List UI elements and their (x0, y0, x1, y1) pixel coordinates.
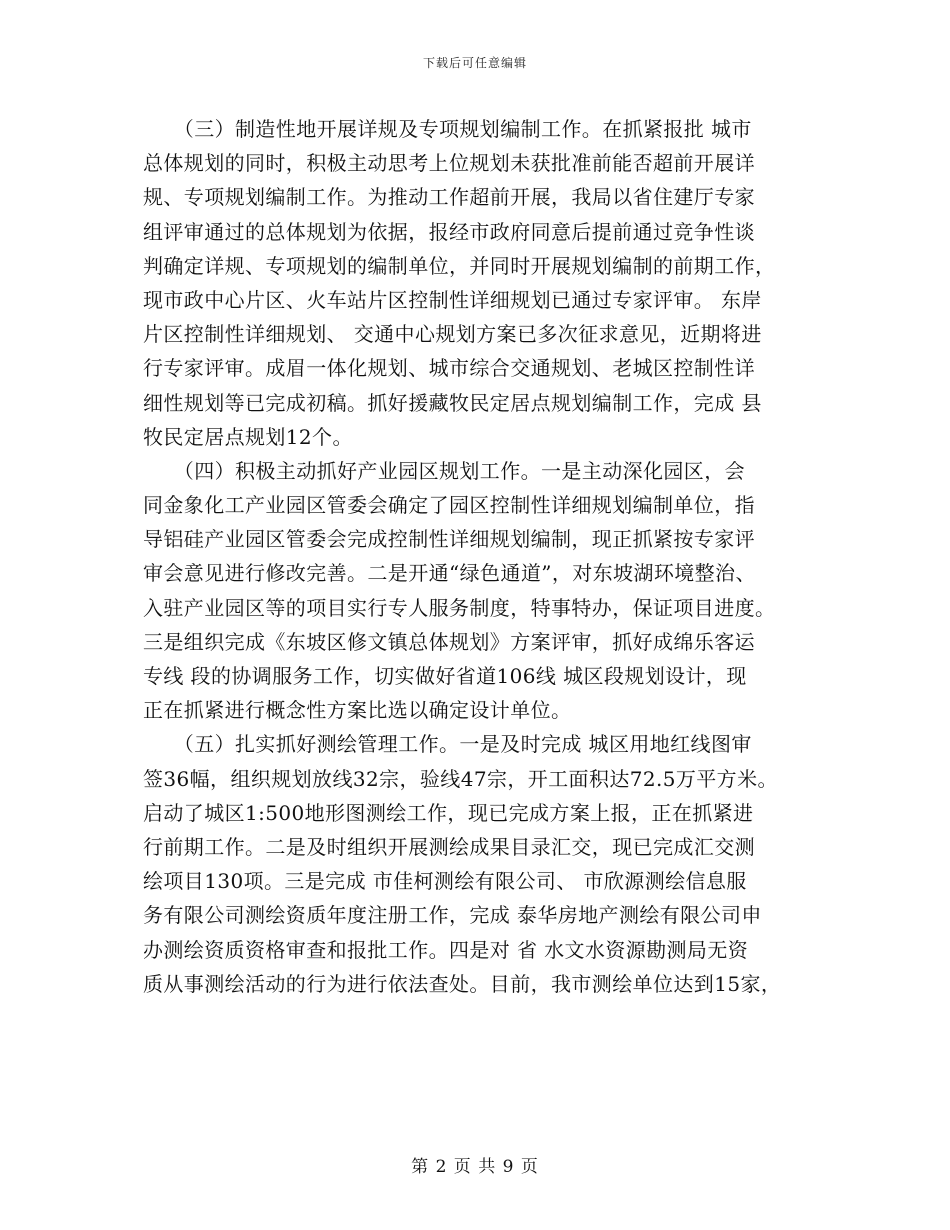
document-body (143, 112, 811, 1001)
body-line: 启动了城区1:500地形图测绘工作，现已完成方案上报，正在抓紧进 (143, 800, 754, 825)
body-line: 同金象化工产业园区管委会确定了园区控制性详细规划编制单位，指 (143, 493, 755, 518)
body-line: 判确定详规、专项规划的编制单位，并同时开展规划编制的前期工作， (143, 253, 776, 278)
body-line: 总体规划的同时，积极主动思考上位规划未获批准前能否超前开展详 (143, 151, 755, 176)
body-line: 导铝硅产业园区管委会完成控制性详细规划编制，现正抓紧按专家评 (143, 527, 755, 552)
page-number-footer: 第 2 页 共 9 页 (411, 1157, 539, 1177)
body-line: 正在抓紧进行概念性方案比选以确定设计单位。 (143, 698, 572, 723)
body-line: 组评审通过的总体规划为依据，报经市政府同意后提前通过竞争性谈 (143, 219, 755, 244)
body-line: （五）扎实抓好测绘管理工作。一是及时完成 城区用地红线图审 (143, 732, 752, 757)
body-line: 细性规划等已完成初稿。抓好援藏牧民定居点规划编制工作，完成 县 (143, 390, 762, 415)
body-line: 质从事测绘活动的行为进行依法查处。目前，我市测绘单位达到15家， (143, 971, 782, 996)
page-header-note: 下载后可任意编辑 (422, 56, 527, 70)
body-line: 绘项目130项。三是完成 市佳柯测绘有限公司、 市欣源测绘信息服 (143, 869, 747, 894)
body-line: 务有限公司测绘资质年度注册工作，完成 泰华房地产测绘有限公司申 (143, 903, 762, 928)
body-line: 三是组织完成《东坡区修文镇总体规划》方案评审，抓好成绵乐客运 (143, 629, 755, 654)
body-line: （三）制造性地开展详规及专项规划编制工作。在抓紧报批 城市 (143, 117, 752, 141)
body-line: 审会意见进行修改完善。二是开通“绿色通道”，对东坡湖环境整治、 (143, 561, 756, 586)
body-line: 牧民定居点规划12个。 (143, 424, 353, 449)
body-line: 规、专项规划编制工作。为推动工作超前开展，我局以省住建厅专家 (143, 185, 755, 210)
body-line: 入驻产业园区等的项目实行专人服务制度，特事特办，保证项目进度。 (143, 595, 776, 620)
body-line: 片区控制性详细规划、 交通中心规划方案已多次征求意见，近期将进 (143, 322, 762, 347)
body-line: 行专家评审。成眉一体化规划、城市综合交通规划、老城区控制性详 (143, 356, 755, 381)
body-line: 办测绘资质资格审查和报批工作。四是对 省 水文水资源勘测局无资 (143, 937, 749, 962)
body-line: （四）积极主动抓好产业园区规划工作。一是主动深化园区，会 (143, 458, 745, 483)
body-line: 签36幅，组织规划放线32宗，验线47宗，开工面积达72.5万平方米。 (143, 766, 778, 791)
body-line: 专线 段的协调服务工作，切实做好省道106线 城区段规划设计，现 (143, 664, 747, 688)
body-line: 现市政中心片区、火车站片区控制性详细规划已通过专家评审。 东岸 (143, 287, 762, 312)
body-line: 行前期工作。二是及时组织开展测绘成果目录汇交，现已完成汇交测 (143, 834, 755, 859)
